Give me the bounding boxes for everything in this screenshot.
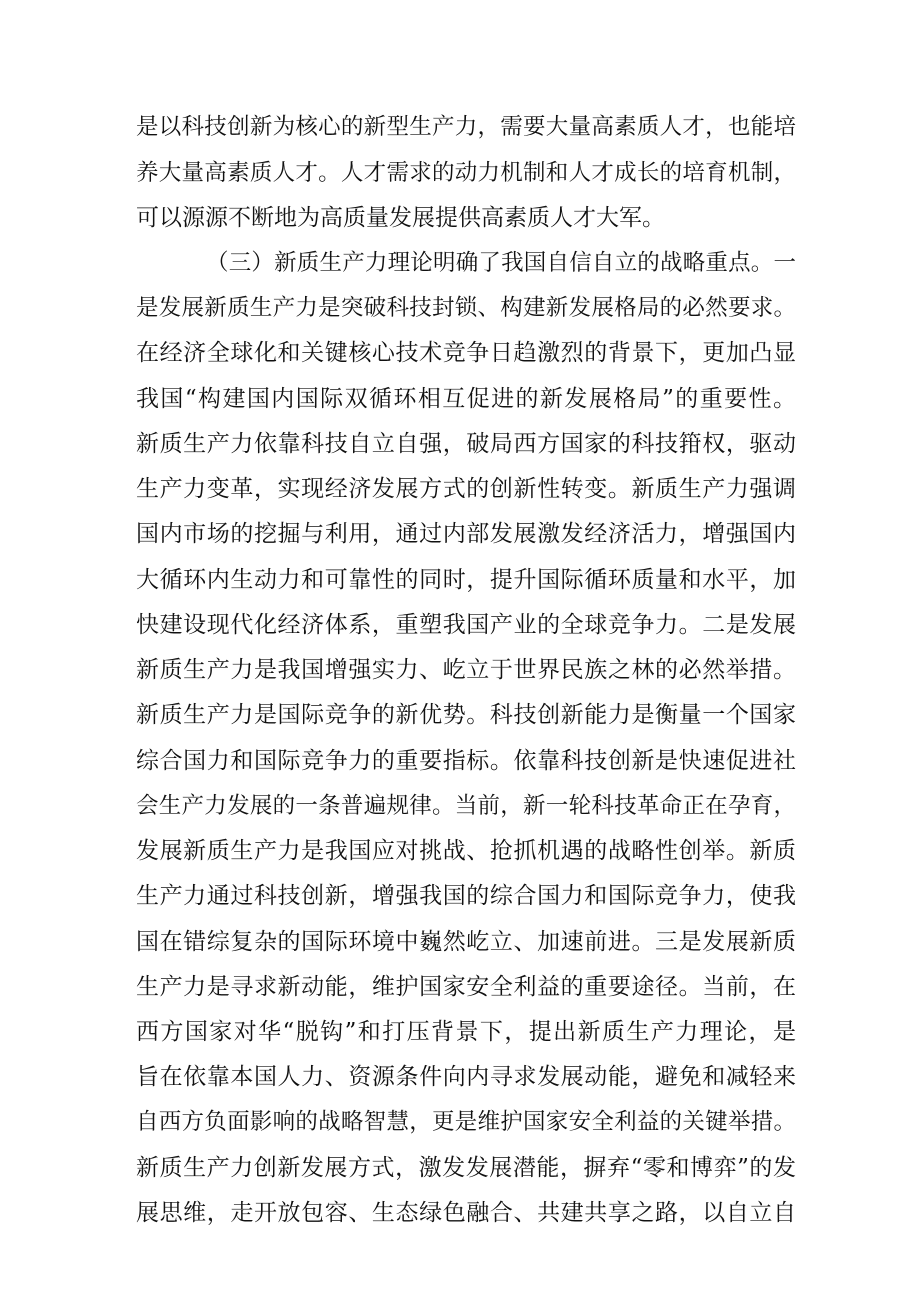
- text-line-6: 在经济全球化和关键核心技术竞争日趋激烈的背景下，更加凸显: [136, 340, 796, 366]
- text-line-1: 是以科技创新为核心的新型生产力，需要大量高素质人才，也能培: [136, 114, 796, 140]
- text-line-20: 生产力是寻求新动能，维护国家安全利益的重要途径。当前，在: [136, 974, 796, 1000]
- text-line-24: 新质生产力创新发展方式，激发发展潜能，摒弃“零和博弈”的发: [136, 1155, 796, 1181]
- text-line-5: 是发展新质生产力是突破科技封锁、构建新发展格局的必然要求。: [136, 295, 796, 321]
- text-line-11: 大循环内生动力和可靠性的同时，提升国际循环质量和水平，加: [136, 567, 796, 593]
- text-line-13: 新质生产力是我国增强实力、屹立于世界民族之林的必然举措。: [136, 657, 796, 683]
- text-line-3: 可以源源不断地为高质量发展提供高素质人才大军。: [136, 205, 665, 231]
- text-line-7: 我国“构建国内国际双循环相互促进的新发展格局”的重要性。: [136, 386, 796, 412]
- text-line-2: 养大量高素质人才。人才需求的动力机制和人才成长的培育机制，: [136, 160, 796, 186]
- text-line-14: 新质生产力是国际竞争的新优势。科技创新能力是衡量一个国家: [136, 702, 796, 728]
- text-line-8: 新质生产力依靠科技自立自强，破局西方国家的科技箝权，驱动: [136, 431, 796, 457]
- text-line-25: 展思维，走开放包容、生态绿色融合、共建共享之路，以自立自: [136, 1200, 796, 1226]
- text-line-16: 会生产力发展的一条普遍规律。当前，新一轮科技革命正在孕育，: [136, 793, 796, 819]
- text-line-12: 快建设现代化经济体系，重塑我国产业的全球竞争力。二是发展: [136, 612, 796, 638]
- text-line-10: 国内市场的挖掘与利用，通过内部发展激发经济活力，增强国内: [136, 521, 796, 547]
- text-line-9: 生产力变革，实现经济发展方式的创新性转变。新质生产力强调: [136, 476, 796, 502]
- text-line-22: 旨在依靠本国人力、资源条件向内寻求发展动能，避免和减轻来: [136, 1064, 796, 1090]
- text-line-15: 综合国力和国际竞争力的重要指标。依靠科技创新是快速促进社: [136, 748, 796, 774]
- text-line-19: 国在错综复杂的国际环境中巍然屹立、加速前进。三是发展新质: [136, 929, 796, 955]
- text-line-21: 西方国家对华“脱钩”和打压背景下，提出新质生产力理论，是: [136, 1019, 796, 1045]
- text-line-23: 自西方负面影响的战略智慧，更是维护国家安全利益的关键举措。: [136, 1109, 796, 1135]
- text-line-18: 生产力通过科技创新，增强我国的综合国力和国际竞争力，使我: [136, 883, 796, 909]
- text-line-17: 发展新质生产力是我国应对挑战、抢抓机遇的战略性创举。新质: [136, 838, 796, 864]
- section-heading-line: （三）新质生产力理论明确了我国自信自立的战略重点。一: [206, 250, 796, 276]
